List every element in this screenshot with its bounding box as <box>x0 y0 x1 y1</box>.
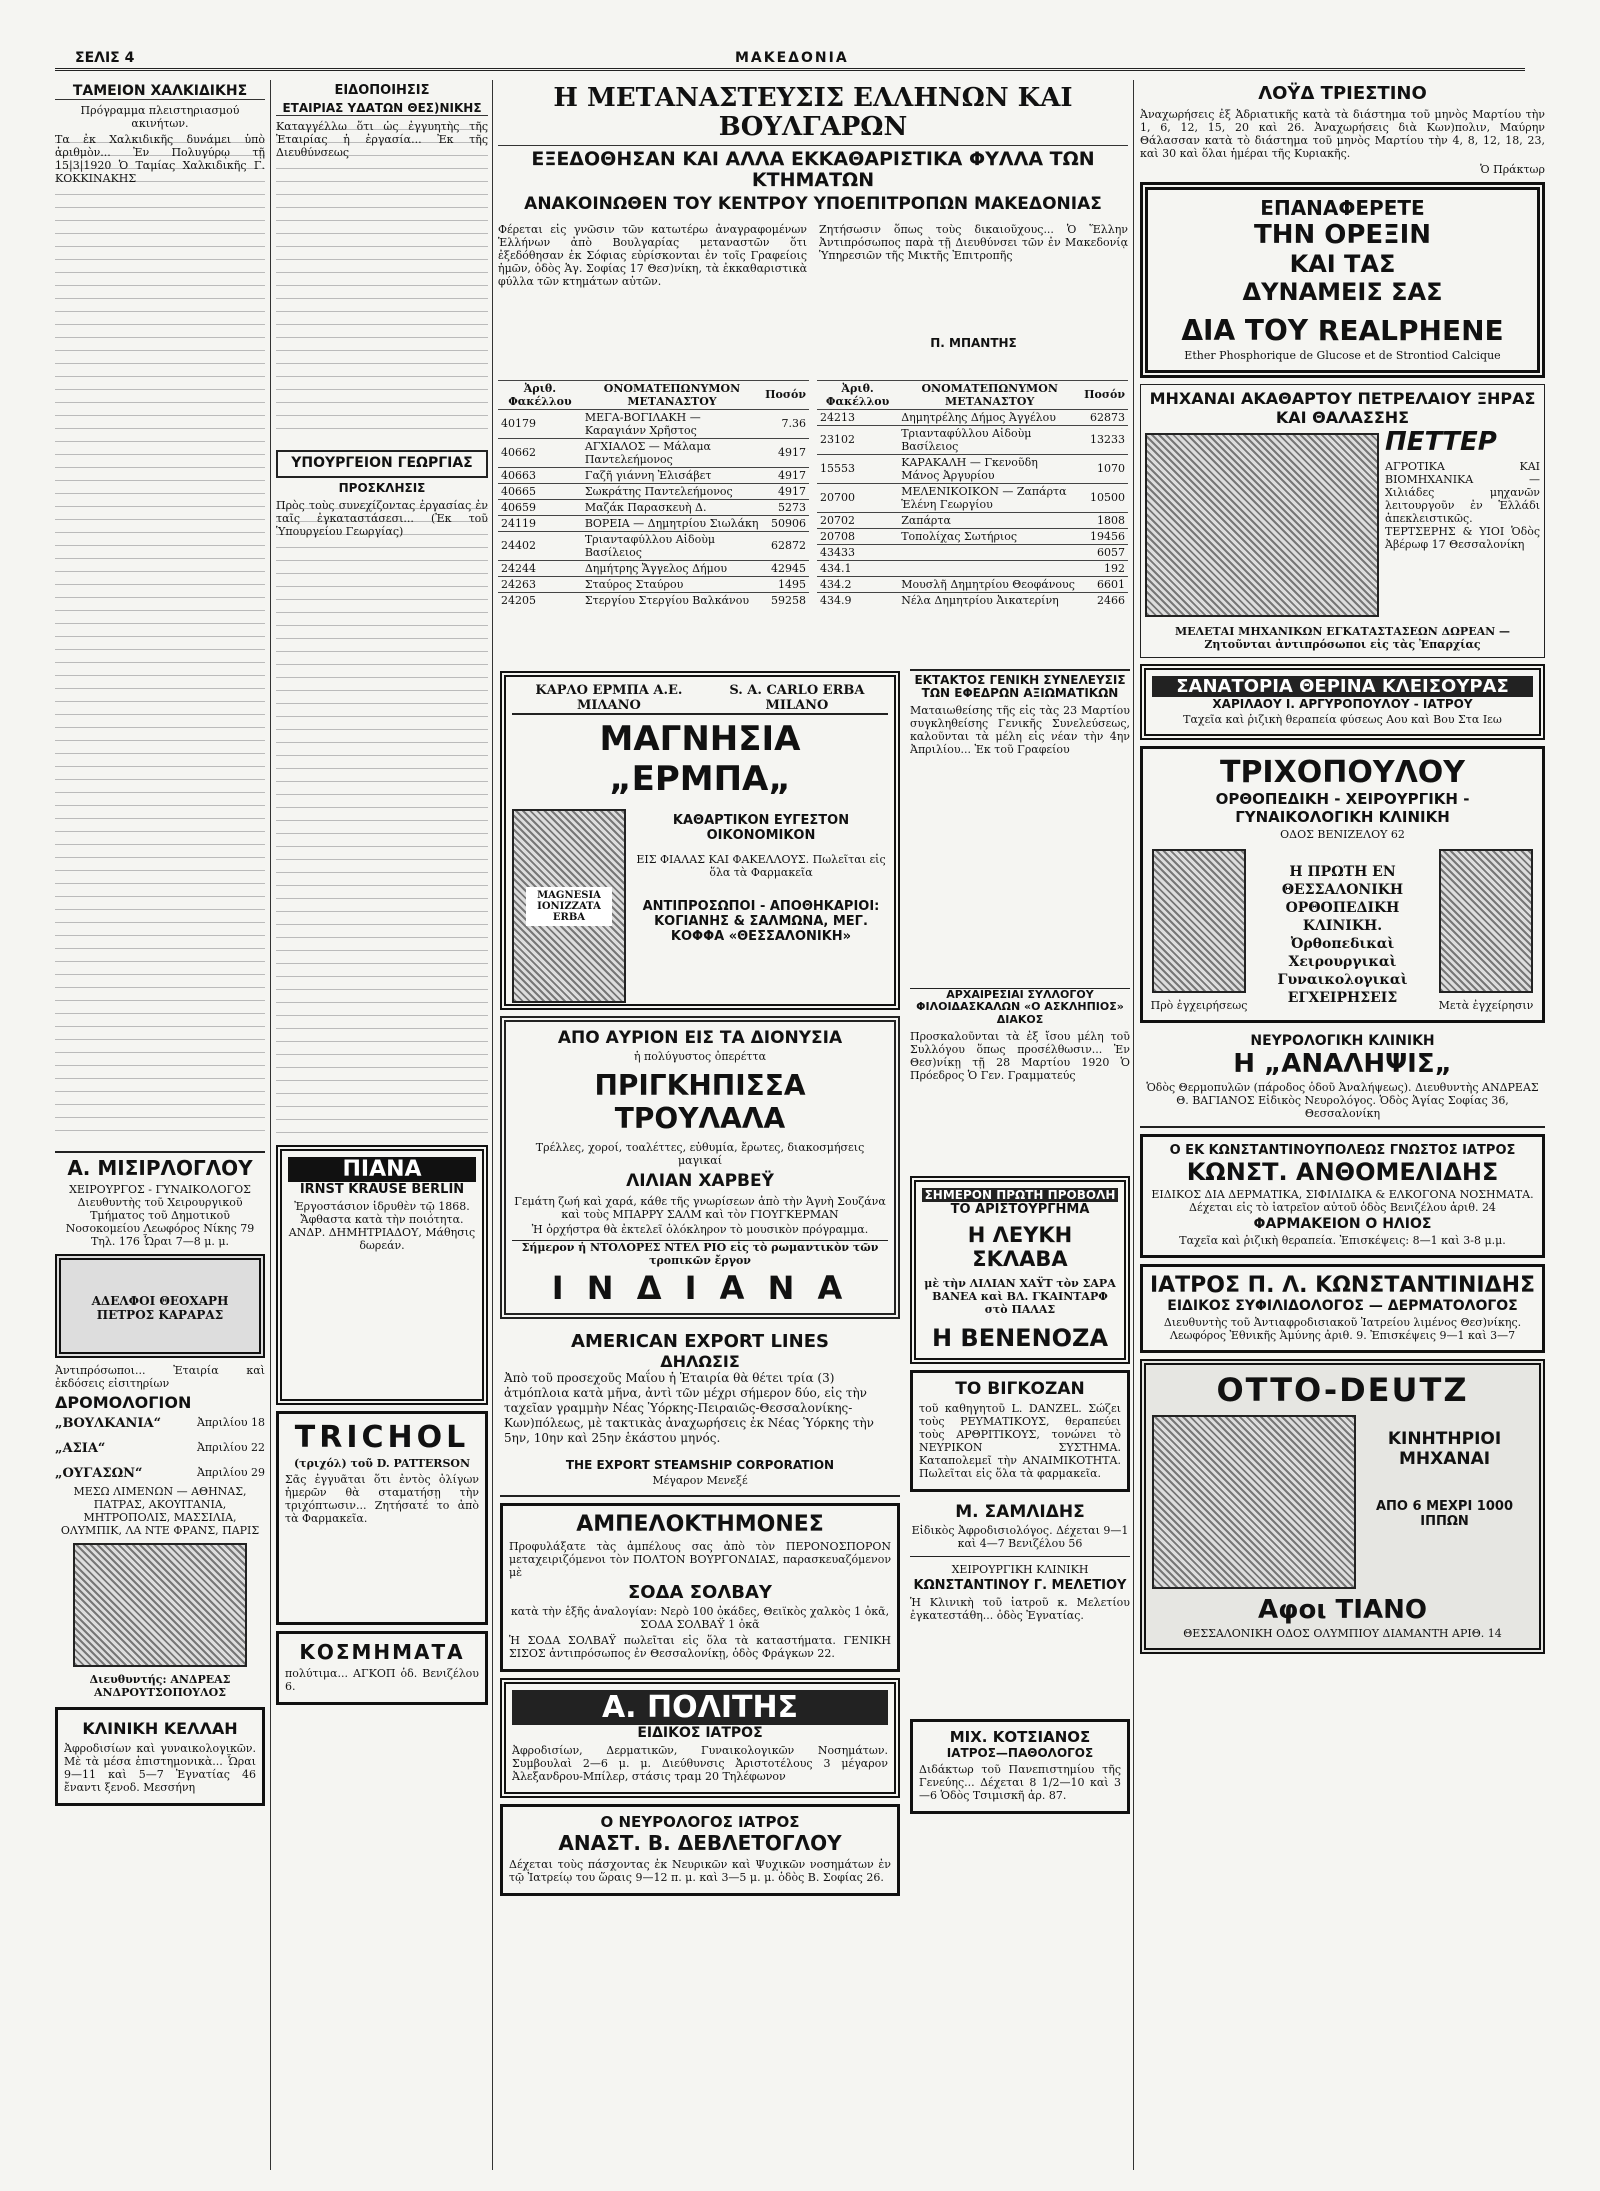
table-row <box>498 499 809 515</box>
erba-agent: ΑΝΤΙΠΡΟΣΩΠΟΙ - ΑΠΟΘΗΚΑΡΙΟΙ: ΚΟΓΙΑΝΗΣ & ΣΑΛΜΩΝΑ, ΜΕΓ. ΚΟΦΦΑ «ΘΕΣΣΑΛΟΝΙΚΗ» <box>642 899 880 944</box>
table-cell: Μαζάκ Παρασκευὴ Δ. <box>582 499 762 515</box>
table-cell: 10500 <box>1081 483 1128 512</box>
table-row <box>817 483 1128 512</box>
article-body: Τα ἐκ Χαλκιδικῆς δυνάμει ὑπὸ ἀριθμὸν... Ἐν Πολυγύρῳ τῇ 15|3|1920 Ὁ Ταμίας Χαλκιδικῆς Γ. ΚΟΚΚΙΝΑΚΗΣ <box>55 133 265 1143</box>
column-header: Ἀριθ. Φακέλλου <box>498 380 582 409</box>
article-heading: ΕΚΤΑΚΤΟΣ ΓΕΝΙΚΗ ΣΥΝΕΛΕΥΣΙΣ ΤΩΝ ΕΦΕΔΡΩΝ ΑΞΙΩΜΑΤΙΚΩΝ <box>910 669 1130 700</box>
table-row <box>817 576 1128 592</box>
table-cell: ΜΕΛΕΝΙΚΟΙΚΟΝ — Ζαπάρτα Ἑλένη Γεωργίου <box>898 483 1081 512</box>
ad-white-slave-film: ΣΗΜΕΡΟΝ ΠΡΩΤΗ ΠΡΟΒΟΛΗ ΤΟ ΑΡΙΣΤΟΥΡΓΗΜΑ Η ΛΕΥΚΗ ΣΚΛΑΒΑ μὲ τὴν ΛΙΛΙΑΝ ΧΑΫΤ τὸν ΣΑΡΑ ΒΑΝΕΑ καὶ ΒΛ. ΓΚΑΙΝΤΑΡΦ στὸ ΠΑΛΑΣ Η ΒΕΝΕΝΟΖΑ <box>910 1176 1130 1364</box>
lloyd-text: Ἀναχωρήσεις ἐξ Ἀδριατικῆς κατὰ τὰ διάστημα τοῦ μηνὸς Μαρτίου τὴν 1, 6, 12, 15, 20 καὶ 26. Ἀναχωρήσεις διὰ Κων)πολιν, Μαύρην Θάλασσαν κατὰ τὸ διάστημα τοῦ μηνὸς Μαρτίου τὴν 4, 8, 12, 18, 23, καὶ 30 καὶ ὅλαι ἡμέραι τῆς Κυριακῆς. <box>1140 107 1545 160</box>
table-cell: 1808 <box>1081 512 1128 528</box>
engine-illustration <box>1145 433 1379 617</box>
table-cell: 24119 <box>498 515 582 531</box>
column-2 <box>276 80 488 2180</box>
ad-doctor-name: Α. ΜΙΣΙΡΛΟΓΛΟΥ <box>67 1156 253 1181</box>
table-row <box>498 576 809 592</box>
table-cell: Στεργίου Στεργίου Βαλκάνου <box>582 592 762 608</box>
table-cell: 15553 <box>817 454 898 483</box>
article-heading: ΕΙΔΟΠΟΙΗΣΙΣ <box>334 83 430 98</box>
ad-politis: Α. ΠΟΛΙΤΗΣ ΕΙΔΙΚΟΣ ΙΑΤΡΟΣ Ἀφροδισίων, Δερματικῶν, Γυναικολογικῶν Νοσημάτων. Συμβουλαὶ 2—6 μ. μ. Διεύθυνσις Ἀριστοτέλους 3 μέγαρον Ἀλεξανδρου-Μπίλερ, στάσις τραμ 20 Τηλέφωνον <box>500 1678 900 1798</box>
table-row <box>498 438 809 467</box>
table-cell: 7.36 <box>762 409 809 438</box>
table-row <box>498 515 809 531</box>
table-cell: 4917 <box>762 438 809 467</box>
lloyd-sign: Ὁ Πράκτωρ <box>1480 162 1545 176</box>
column-1 <box>55 80 265 2180</box>
article-heading: ΤΑΜΕΙΟΝ ΧΑΛΚΙΔΙΚΗΣ <box>55 84 265 100</box>
column-5 <box>1140 80 1545 2180</box>
ship-washington: „ΟΥΓΑΣΩΝ“ Ἀπριλίου 29 <box>55 1465 265 1481</box>
table-row <box>817 425 1128 454</box>
table-cell: 192 <box>1081 560 1128 576</box>
table-cell: ΚΑΡΑΚΑΛΗ — Γκενοῦδη Μάνος Ἀργυρίου <box>898 454 1081 483</box>
ad-devletoglou: Ο ΝΕΥΡΟΛΟΓΟΣ ΙΑΤΡΟΣ ΑΝΑΣΤ. Β. ΔΕΒΛΕΤΟΓΛΟΥ Δέχεται τοὺς πάσχοντας ἐκ Νευρικῶν καὶ Ψυχικῶν νοσημάτων ἐν τῷ Ἰατρείῳ του ὥραις 9—12 π. μ. καὶ 3—5 μ. μ. ὁδὸς Β. Σοφίας 26. <box>500 1804 900 1896</box>
table-cell: 62873 <box>1081 409 1128 425</box>
center-ads <box>500 665 900 2180</box>
ad-samlidis: Μ. ΣΑΜΛΙΔΗΣ Εἰδικὸς Ἀφροδισιολόγος. Δέχεται 9—1 καὶ 4—7 Βενιζέλου 56 <box>910 1498 1130 1557</box>
table-row <box>498 483 809 499</box>
table-row <box>498 531 809 560</box>
table-cell: ΑΓΧΙΑΛΟΣ — Μάλαμα Παντελεήμονος <box>582 438 762 467</box>
article-body-left: Φέρεται εἰς γνῶσιν τῶν κατωτέρω ἀναγραφομένων Ἑλλήνων ἀπὸ Βουλγαρίας μεταναστῶν ὅτι ἐξεδόθησαν ἐκ Σόφιας εὑρίσκονται ἐν τοῖς Γραφείοις ἡμῶν, ὁδὸς Ἁγ. Σοφίας 17 Θεσ)νίκη, τὰ ἐκκαθαριστικὰ φύλλα τῶν κτημάτων αὐτῶν. <box>498 222 807 288</box>
column-divider <box>1133 80 1134 2170</box>
table-cell: 62872 <box>762 531 809 560</box>
article-body-right: Ζητήσωσιν ὅπως τοὺς δικαιοῦχους... Ὁ Ἕλλην Ἀντιπρόσωπος παρὰ τῇ Διευθύνσει τῶν ἐν Μακεδονίᾳ Ὑπηρεσιῶν τῆς Μικτῆς Ἐπιτροπῆς <box>819 222 1128 262</box>
shipping-ports: ΜΕΣΩ ΛΙΜΕΝΩΝ — ΑΘΗΝΑΣ, ΠΑΤΡΑΣ, ΑΚΟΥΙΤΑΝΙΑ, ΜΗΤΡΟΠΟΛΙΣ, ΜΑΣΣΙΛΙΑ, ΟΛΥΜΠΙΚ, ΛΑ ΝΤΕ ΦΡΑΝΣ, ΠΑΡΙΣ <box>60 1484 260 1537</box>
headline-2: ΕΞΕΔΟΘΗΣΑΝ ΚΑΙ ΑΛΛΑ ΕΚΚΑΘΑΡΙΣΤΙΚΑ ΦΥΛΛΑ ΤΩΝ ΚΤΗΜΑΤΩΝ <box>498 145 1128 191</box>
table-cell: Σωκράτης Παντελεήμονος <box>582 483 762 499</box>
table-cell: 6057 <box>1081 544 1128 560</box>
table-cell: 20702 <box>817 512 898 528</box>
table-cell: 4917 <box>762 467 809 483</box>
newspaper-title: ΜΑΚΕΔΟΝΙΑ <box>735 50 849 66</box>
column-header: Ποσόν <box>1081 380 1128 409</box>
table-cell: 1495 <box>762 576 809 592</box>
ad-pianos: ΠΙΑΝΑ IRNST KRAUSE BERLIN Ἐργοστάσιον ἱδρυθὲν τῷ 1868. Ἄφθαστα κατὰ τὴν ποιότητα. ΑΝΔΡ. ΔΗΜΗΤΡΙΑΔΟΥ, Μάθησις δωρεάν. <box>276 1145 488 1405</box>
table-cell: 6601 <box>1081 576 1128 592</box>
table-cell: Δημήτρης Ἄγγελος Δήμου <box>582 560 762 576</box>
erba-title: ΜΑΓΝΗΣΙΑ „ΕΡΜΠΑ„ <box>599 719 801 799</box>
headline-3: ΑΝΑΚΟΙΝΩΘΕΝ ΤΟΥ ΚΕΝΤΡΟΥ ΥΠΟΕΠΙΤΡΟΠΩΝ ΜΑΚΕΔΟΝΙΑΣ <box>524 193 1102 214</box>
ad-carlo-erba <box>500 671 900 1010</box>
lloyd-heading: ΛΟΫΔ ΤΡΙΕΣΤΙΝΟ <box>1258 83 1427 104</box>
table-row <box>817 409 1128 425</box>
table-cell: 434.9 <box>817 592 898 608</box>
table-cell: 434.1 <box>817 560 898 576</box>
table-cell <box>898 560 1081 576</box>
table-cell: 19456 <box>1081 528 1128 544</box>
erba-latin-name: S. A. CARLO ERBA MILANO <box>729 683 865 713</box>
ad-kotsianos: ΜΙΧ. ΚΟΤΣΙΑΝΟΣ ΙΑΤΡΟΣ—ΠΑΘΟΛΟΓΟΣ Διδάκτωρ τοῦ Πανεπιστημίου τῆς Γενεύης... Δέχεται 8 1/2—10 καὶ 3—6 Ὁδὸς Τσιμισκῆ ἀρ. 87. <box>910 1719 1130 1814</box>
before-surgery-image <box>1152 849 1246 993</box>
table-cell: Τοπολίχας Σωτήριος <box>898 528 1081 544</box>
ship-vulcania: „ΒΟΥΛΚΑΝΙΑ“ Ἀπριλίου 18 <box>55 1415 265 1431</box>
table-row <box>817 512 1128 528</box>
table-cell: Τριανταφύλλου Αἰδοὺμ Βασίλειος <box>898 425 1081 454</box>
table-cell: 43433 <box>817 544 898 560</box>
table-cell: Τριανταφύλλου Αἰδοὺμ Βασίλειος <box>582 531 762 560</box>
table-cell: ΜΕΓΑ-ΒΟΓΙΛΑΚΗ — Καραγιάνν Χρῆστος <box>582 409 762 438</box>
table-cell: 24402 <box>498 531 582 560</box>
ad-ampelos: ΑΜΠΕΛΟΚΤΗΜΟΝΕΣ Προφυλάξατε τὰς ἀμπέλους σας ἀπὸ τὸν ΠΕΡΟΝΟΣΠΟΡΟΝ μεταχειριζόμενοι τὸν ΠΟΛΤΟΝ ΒΟΥΡΓΟΝΔΙΑΣ, παρασκευαζόμενον μὲ ΣΟΔΑ ΣΟΛΒΑΥ κατὰ τὴν ἑξῆς ἀναλογίαν: Νερὸ 100 ὀκάδες, Θειϊκὸς χαλκὸς 1 ὀκᾶ, ΣΟΔΑ ΣΟΛΒΑΫ 1 ὀκᾶ Ἡ ΣΟΔΑ ΣΟΛΒΑΫ πωλεῖται εἰς ὅλα τὰ καταστήματα. ΓΕΝΙΚΗ ΣΙΣΟΣ ἀντιπρόσωπος ἐν Θεσσαλονίκῃ, ὁδὸς Φράγκων 22. <box>500 1503 900 1672</box>
column-header: Ἀριθ. Φακέλλου <box>817 380 898 409</box>
table-cell: ΒΟΡΕΙΑ — Δημητρίου Σιωλάκη <box>582 515 762 531</box>
ad-clinic-kellai: ΚΛΙΝΙΚΗ ΚΕΛΛΑΗ Ἀφροδισίων καὶ γυναικολογικῶν. Μὲ τὰ μέσα ἐπιστημονικὰ... Ὧραι 9—11 καὶ 5—7 Ἐγνατίας 46 ἔναντι ξενοδ. Μεσσήνη <box>55 1707 265 1806</box>
ad-konstantinidis: ΙΑΤΡΟΣ Π. Λ. ΚΩΝΣΤΑΝΤΙΝΙΔΗΣ ΕΙΔΙΚΟΣ ΣΥΦΙΛΙΔΟΛΟΓΟΣ — ΔΕΡΜΑΤΟΛΟΓΟΣ Διευθυντὴς τοῦ Ἀντιαφροδισιακοῦ Ἰατρείου λιμένος Θεσ)νίκης. Λεωφόρος Ἐθνικῆς Ἀμύνης ἀριθ. 9. Ἐπισκέψεις 9—1 καὶ 3—7 <box>1140 1264 1545 1353</box>
table-row <box>817 454 1128 483</box>
ad-american-export: AMERICAN EXPORT LINES ΔΗΛΩΣΙΣ Ἀπὸ τοῦ προσεχοῦς Μαΐου ἡ Ἑταιρία θὰ θέτει τρία (3) ἀτμόπλοια κατὰ μῆνα, ἀντὶ τῶν μέχρι σήμερον δύο, εἰς τὴν ταχεῖαν γραμμὴν Νέας Ὑόρκης-Πειραιῶς-Θεσσαλονίκης-Κων)πόλεως, μὲ τακτικὰς ἀναχωρήσεις ἐκ Νέας Ὑόρκης τὴν 5ην, 10ην καὶ 25ην ἑκάστου μηνός. THE EXPORT STEAMSHIP CORPORATION Μέγαρον Μενεξέ <box>500 1325 900 1497</box>
table-cell: 1070 <box>1081 454 1128 483</box>
table-row <box>817 560 1128 576</box>
column-header: ΟΝΟΜΑΤΕΠΩΝΥΜΟΝ ΜΕΤΑΝΑΣΤΟΥ <box>582 380 762 409</box>
ad-realphene: ΕΠΑΝΑΦΕΡΕΤΕ ΤΗΝ ΟΡΕΞΙΝ ΚΑΙ ΤΑΣ ΔΥΝΑΜΕΙΣ ΣΑΣ ΔΙΑ ΤΟΥ REALPHENE Ether Phosphorique de Glucose et de Strontiod Calcique <box>1140 182 1545 378</box>
ad-anthomelidis: Ο ΕΚ ΚΩΝΣΤΑΝΤΙΝΟΥΠΟΛΕΩΣ ΓΝΩΣΤΟΣ ΙΑΤΡΟΣ ΚΩΝΣΤ. ΑΝΘΟΜΕΛΙΔΗΣ ΕΙΔΙΚΟΣ ΔΙΑ ΔΕΡΜΑΤΙΚΑ, ΣΙΦΙΛΙΔΙΚΑ & ΕΛΚΟΓΟΝΑ ΝΟΣΗΜΑΤΑ. Δέχεται εἰς τὸ ἰατρεῖον αὐτοῦ ὁδὸς Βενιζέλου ἀριθ. 24 ΦΑΡΜΑΚΕΙΟΝ Ο ΗΛΙΟΣ Ταχεῖα καὶ ῥιζικὴ θεραπεία. Ἐπισκέψεις: 8—1 καὶ 3-8 μ.μ. <box>1140 1134 1545 1258</box>
table-cell: Ζαπάρτα <box>898 512 1081 528</box>
shipping-director: Διευθυντής: ΑΝΔΡΕΑΣ ΑΝΔΡΟΥΤΣΟΠΟΥΛΟΣ <box>89 1672 231 1699</box>
table-row <box>817 592 1128 608</box>
article-body: Προσκαλοῦνται τὰ ἐξ ἴσου μέλη τοῦ Συλλόγου ὅπως προσέλθωσιν... Ἐν Θεσ)νίκῃ τῇ 28 Μαρτίου 1920 Ὁ Πρόεδρος Ὁ Γεν. Γραμματεύς <box>910 1029 1130 1082</box>
article-subheading: Πρόγραμμα πλειστηριασμού ακινήτων. <box>80 104 240 131</box>
table-cell: 40179 <box>498 409 582 438</box>
erba-subtitle: ΚΑΘΑΡΤΙΚΟΝ ΕΥΓΕΣΤΟΝ ΟΙΚΟΝΟΜΙΚΟΝ <box>672 813 850 843</box>
ad-sanatoria: ΣΑΝΑΤΟΡΙΑ ΘΕΡΙΝΑ ΚΛΕΙΣΟΥΡΑΣ ΧΑΡΙΛΑΟΥ Ι. ΑΡΓΥΡΟΠΟΥΛΟΥ - ΙΑΤΡΟΥ Ταχεῖα καὶ ῥιζικὴ θεραπεία φύσεως Αου καὶ Βου Στα Ιεω <box>1140 664 1545 740</box>
article-heading: ΑΡΧΑΙΡΕΣΙΑΙ ΣΥΛΛΟΓΟΥ ΦΙΛΟΙΔΑΣΚΑΛΩΝ «Ο ΑΣΚΛΗΠΙΟΣ» ΔΙΑΚΟΣ <box>910 988 1130 1025</box>
table-cell: 13233 <box>1081 425 1128 454</box>
ad-trichol: TRICHOL (τριχόλ) τοῦ D. PATTERSON Σᾶς ἐγγυᾶται ὅτι ἐντὸς ὀλίγων ἡμερῶν θὰ σταματήσῃ τὴν τριχόπτωσιν... Ζητήσατέ το ἀπὸ τὰ Φαρμακεῖα. <box>276 1411 488 1625</box>
table-row <box>498 560 809 576</box>
table-cell: 4917 <box>762 483 809 499</box>
column-header: ΟΝΟΜΑΤΕΠΩΝΥΜΟΝ ΜΕΤΑΝΑΣΤΟΥ <box>898 380 1081 409</box>
after-surgery-image <box>1439 849 1533 993</box>
table-cell: 40665 <box>498 483 582 499</box>
shipping-title: ΔΡΟΜΟΛΟΓΙΟΝ <box>55 1393 192 1413</box>
erba-text: ΕΙΣ ΦΙΑΛΑΣ ΚΑΙ ΦΑΚΕΛΛΟΥΣ. Πωλεῖται εἰς ὅλα τὰ Φαρμακεῖα <box>636 853 886 879</box>
table-cell: 59258 <box>762 592 809 608</box>
table-cell <box>898 544 1081 560</box>
table-cell: 40659 <box>498 499 582 515</box>
main-article <box>498 80 1128 640</box>
table-cell: 2466 <box>1081 592 1128 608</box>
ad-dionysia-theatre: ΑΠΟ ΑΥΡΙΟΝ ΕΙΣ ΤΑ ΔΙΟΝΥΣΙΑ ἡ πολύγυστος ὀπερέττα ΠΡΙΓΚΗΠΙΣΣΑ ΤΡΟΥΛΑΛΑ Τρέλλες, χοροί, τοαλέττες, εὐθυμία, ἔρωτες, διακοσμήσεις μαγικαί ΛΙΛΙΑΝ ΧΑΡΒΕΫ Γεμάτη ζωή καὶ χαρά, κάθε τῆς γνωρίσεων ἀπὸ τὴν Ἁγνὴ Σουζάνα καὶ τοὺς ΜΠΑΡΡΥ ΣΑΛΜ καὶ τὸν ΓΙΟΥΓΚΕΡΜΑΝ Ἡ ὀρχήστρα θὰ ἐκτελεῖ ὁλόκληρον τὸ μουσικὸν πρόγραμμα. Σήμερον ἡ ΝΤΟΛΟΡΕΣ ΝΤΕΛ ΡΙΟ εἰς τὸ ρωμαντικὸν τῶν τροπικῶν ἔργον Ι Ν Δ Ι Α Ν Α <box>500 1016 900 1319</box>
table-cell: 20708 <box>817 528 898 544</box>
table-cell: 20700 <box>817 483 898 512</box>
ad-petter-engines: ΜΗΧΑΝΑΙ ΑΚΑΘΑΡΤΟΥ ΠΕΤΡΕΛΑΙΟΥ ΞΗΡΑΣ ΚΑΙ ΘΑΛΑΣΣΗΣ ΠΕΤΤΕΡ ΑΓΡΟΤΙΚΑ ΚΑΙ ΒΙΟΜΗΧΑΝΙΚΑ — Χιλιάδες μηχανῶν λειτουργοῦν ἐν Ἑλλάδι ἀπεκλειστικῶς. ΤΕΡΤΣΕΡΗΣ & ΥΙΟΙ Ὁδὸς Ἀβέρωφ 17 Θεσσαλονίκη ΜΕΛΕΤΑΙ ΜΗΧΑΝΙΚΩΝ ΕΓΚΑΤΑΣΤΑΣΕΩΝ ΔΩΡΕΑΝ — Ζητοῦνται ἀντιπρόσωποι εἰς τὰς Ἐπαρχίας <box>1140 384 1545 658</box>
table-cell: 42945 <box>762 560 809 576</box>
article-body: Καταγγέλλω ὅτι ὡς ἐγγυητὴς τῆς Ἐταιρίας ἡ ἐργασία... Ἐκ τῆς Διευθύνσεως <box>276 120 488 440</box>
ad-meletiou: ΧΕΙΡΟΥΡΓΙΚΗ ΚΛΙΝΙΚΗ ΚΩΝΣΤΑΝΤΙΝΟΥ Γ. ΜΕΛΕΤΙΟΥ Ἡ Κλινικὴ τοῦ ἰατροῦ κ. Μελετίου ἐγκατεστάθη... ὁδὸς Ἐγνατίας. <box>910 1562 1130 1622</box>
table-row <box>498 467 809 483</box>
ad-analipsis: ΝΕΥΡΟΛΟΓΙΚΗ ΚΛΙΝΙΚΗ Η „ΑΝΑΛΗΨΙΣ„ Ὁδὸς Θερμοπυλῶν (πάροδος ὁδοῦ Ἀναλήψεως). Διευθυντὴς ΑΝΔΡΕΑΣ Θ. ΒΑΓΙΑΝΟΣ Εἰδικὸς Νευρολόγος. Ὁδὸς Ἁγίας Σοφίας 36, Θεσσαλονίκη <box>1140 1029 1545 1128</box>
table-row <box>498 409 809 438</box>
article-heading: ΥΠΟΥΡΓΕΙΟΝ ΓΕΩΡΓΙΑΣ <box>276 450 488 477</box>
erba-greek-name: ΚΑΡΛΟ ΕΡΜΠΑ Α.Ε. ΜΙΛΑΝΟ <box>535 683 683 713</box>
article-subheading: ΠΡΟΣΚΛΗΣΙΣ <box>338 480 426 495</box>
article-body: Πρὸς τοὺς συνεχίζοντας ἐργασίας ἐν ταῖς ἐγκαταστάσεσι... (Ἐκ τοῦ Ὑπουργείου Γεωργίας) <box>276 499 488 1139</box>
table-cell: Μουσλῆ Δημητρίου Θεοφάνους <box>898 576 1081 592</box>
ad-theochari: ΑΔΕΛΦΟΙ ΘΕΟΧΑΡΗ ΠΕΤΡΟΣ ΚΑΡΑΡΑΣ <box>55 1254 265 1358</box>
table-cell: 24205 <box>498 592 582 608</box>
column-4 <box>910 665 1130 2180</box>
table-cell: 24213 <box>817 409 898 425</box>
column-header: Ποσόν <box>762 380 809 409</box>
shipping-intro: Ἀντιπρόσωποι... Ἐταιρία καὶ ἐκδόσεις εἰσιτηρίων <box>55 1364 265 1391</box>
table-cell: Γαζῆ γιάννη Ἐλισάβετ <box>582 467 762 483</box>
table-cell: 24263 <box>498 576 582 592</box>
table-cell: 23102 <box>817 425 898 454</box>
table-cell: 40662 <box>498 438 582 467</box>
article-signature: Π. ΜΠΑΝΤΗΣ <box>930 335 1017 350</box>
table-cell: 5273 <box>762 499 809 515</box>
table-cell: Σταύρος Σταύρου <box>582 576 762 592</box>
headline: Η ΜΕΤΑΝΑΣΤΕΥΣΙΣ ΕΛΛΗΝΩΝ ΚΑΙ ΒΟΥΛΓΑΡΩΝ <box>553 83 1073 142</box>
page-number: ΣΕΛΙΣ 4 <box>75 50 135 66</box>
column-divider <box>492 80 493 2170</box>
table-row <box>817 528 1128 544</box>
masthead <box>55 50 1525 71</box>
ship-asia: „ΑΣΙΑ“ Ἀπριλίου 22 <box>55 1440 265 1456</box>
table-cell: 50906 <box>762 515 809 531</box>
emigrants-table-left <box>498 380 809 608</box>
table-cell: 24244 <box>498 560 582 576</box>
ad-jewelry: ΚΟΣΜΗΜΑΤΑ πολύτιμα... ΑΓΚΟΠ ὁδ. Βενιζέλου 6. <box>276 1631 488 1705</box>
article-body: Ματαιωθείσης τῆς εἰς τὰς 23 Μαρτίου συγκληθείσης Γενικῆς Συνελεύσεως, καλοῦνται τὰ μέλη εἰς νέαν τὴν 4ην Ἀπριλίου... Ἐκ τοῦ Γραφείου <box>910 704 1130 757</box>
erba-bottle-image: MAGNESIA IONIZZATA ERBA <box>512 809 626 1003</box>
table-cell: 40663 <box>498 467 582 483</box>
ad-trichopoulou: ΤΡΙΧΟΠΟΥΛΟΥ ΟΡΘΟΠΕΔΙΚΗ - ΧΕΙΡΟΥΡΓΙΚΗ - ΓΥΝΑΙΚΟΛΟΓΙΚΗ ΚΛΙΝΙΚΗ ΟΔΟΣ ΒΕΝΙΖΕΛΟΥ 62 Πρὸ ἐγχειρήσεως Η ΠΡΩΤΗ ΕΝ ΘΕΣΣΑΛΟΝΙΚΗ ΟΡΘΟΠΕΔΙΚΗ ΚΛΙΝΙΚΗ. Ὀρθοπεδικαὶ Χειρουργικαὶ Γυναικολογικαὶ ΕΓΧΕΙΡΗΣΕΙΣ Μετὰ ἐγχείρησιν <box>1140 746 1545 1023</box>
ad-vigozan: ΤΟ ΒΙΓΚΟΖΑΝ τοῦ καθηγητοῦ L. DANZEL. Σώζει τοὺς ΡΕΥΜΑΤΙΚΟΥΣ, θεραπεύει τοὺς ΑΡΘΡΙΤΙΚΟΥΣ, τονώνει τὸ ΝΕΥΡΙΚΟΝ ΣΥΣΤΗΜΑ. Καταπολεμεῖ τὴν ΑΝΑΙΜΙΚΟΤΗΤΑ. Πωλεῖται εἰς ὅλα τὰ φαρμακεῖα. <box>910 1370 1130 1492</box>
table-row <box>817 544 1128 560</box>
emigrants-table-right <box>817 380 1128 608</box>
column-divider <box>270 80 271 2170</box>
steamship-illustration <box>73 1543 247 1667</box>
table-cell: Νέλα Δημητρίου Ἀικατερίνη <box>898 592 1081 608</box>
ad-doctor-text: ΧΕΙΡΟΥΡΓΟΣ - ΓΥΝΑΙΚΟΛΟΓΟΣ Διευθυντὴς τοῦ Χειρουργικοῦ Τμήματος τοῦ Δημοτικοῦ Νοσοκομείου Λεωφόρος Νίκης 79 Τηλ. 176 Ὧραι 7—8 μ. μ. <box>65 1183 255 1249</box>
engine-illustration <box>1152 1415 1356 1589</box>
ad-otto-deutz: OTTO-DEUTZ ΚΙΝΗΤΗΡΙΟΙ ΜΗΧΑΝΑΙ ΑΠΟ 6 ΜΕΧΡΙ 1000 ΙΠΠΩΝ Αφοι ΤΙΑΝΟ ΘΕΣΣΑΛΟΝΙΚΗ ΟΔΟΣ ΟΛΥΜΠΙΟΥ ΔΙΑΜΑΝΤΗ ΑΡΙΘ. 14 <box>1140 1359 1545 1654</box>
article-subheading: ΕΤΑΙΡΙΑΣ ΥΔΑΤΩΝ ΘΕΣ)ΝΙΚΗΣ <box>276 102 488 116</box>
table-cell: 434.2 <box>817 576 898 592</box>
table-cell: Δημητρέλης Δήμος Ἀγγέλου <box>898 409 1081 425</box>
table-row <box>498 592 809 608</box>
